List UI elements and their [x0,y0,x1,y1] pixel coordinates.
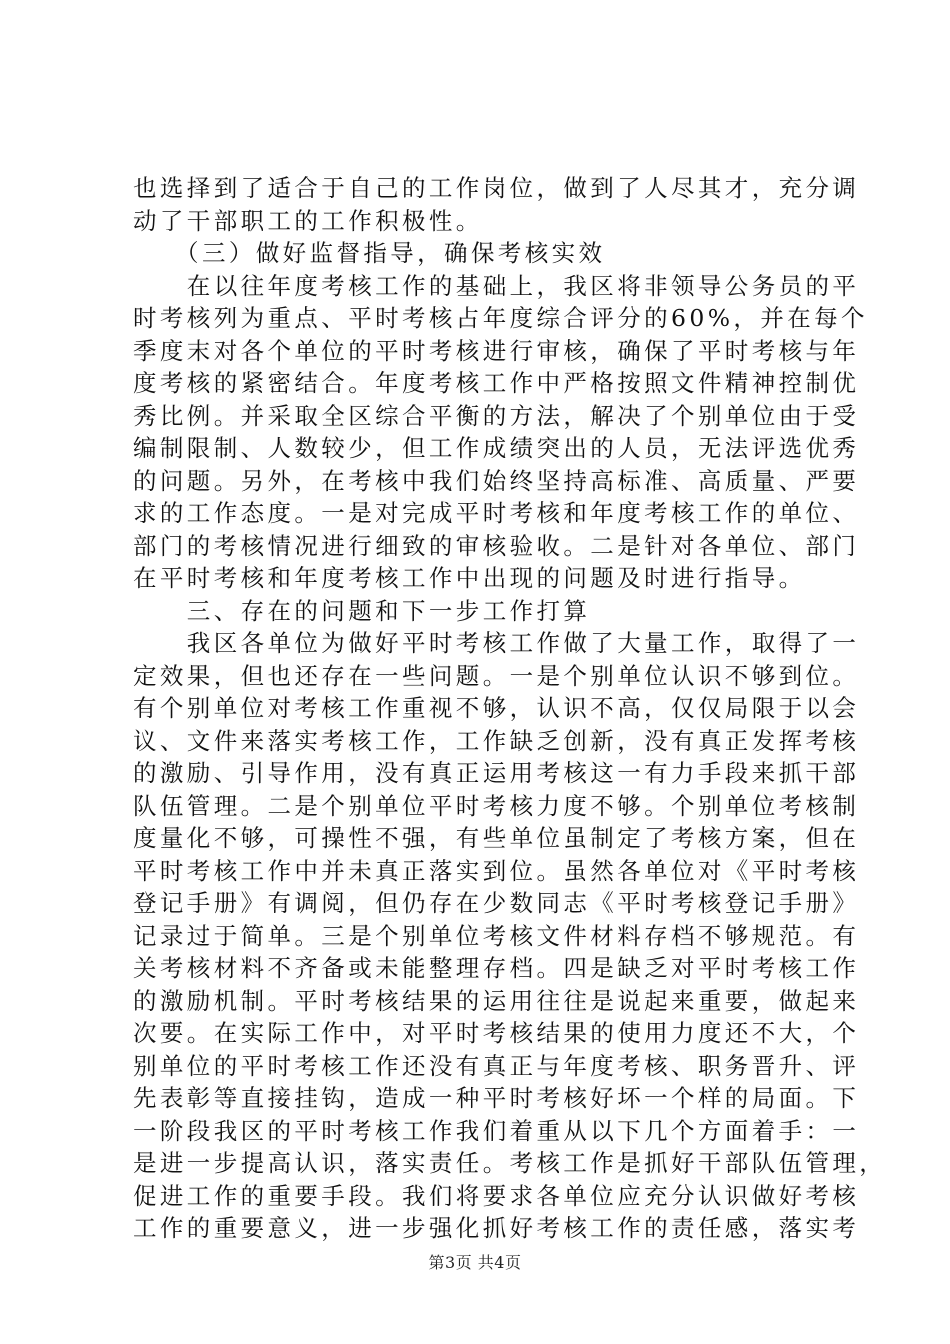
text-line: 时考核列为重点、平时考核占年度综合评分的60%，并在每个 [133,304,868,332]
text-line: 促进工作的重要手段。我们将要求各单位应充分认识做好考核 [133,1181,860,1210]
text-line: 三、存在的问题和下一步工作打算 [133,596,591,625]
text-line: 工作的重要意义，进一步强化抓好考核工作的责任感，落实考 [133,1214,860,1242]
text-line: 一阶段我区的平时考核工作我们着重从以下几个方面着手：一 [133,1116,860,1145]
text-line: 季度末对各个单位的平时考核进行审核，确保了平时考核与年 [133,336,860,365]
text-line: 在平时考核和年度考核工作中出现的问题及时进行指导。 [133,564,806,592]
text-line: 度量化不够，可操性不强，有些单位虽制定了考核方案，但在 [133,824,860,852]
text-line: 有个别单位对考核工作重视不够，认识不高，仅仅局限于以会 [133,694,860,722]
text-line: 求的工作态度。一是对完成平时考核和年度考核工作的单位、 [133,499,860,527]
text-line: 别单位的平时考核工作还没有真正与年度考核、职务晋升、评 [133,1051,860,1080]
text-line: 我区各单位为做好平时考核工作做了大量工作，取得了一 [133,629,860,657]
text-line: 动了干部职工的工作积极性。 [133,206,483,235]
text-line: 的问题。另外，在考核中我们始终坚持高标准、高质量、严要 [133,466,860,495]
text-line: 次要。在实际工作中，对平时考核结果的使用力度还不大，个 [133,1019,860,1047]
text-line: 的激励机制。平时考核结果的运用往往是说起来重要，做起来 [133,986,860,1015]
text-line: 议、文件来落实考核工作，工作缺乏创新，没有真正发挥考核 [133,726,860,755]
text-line: 登记手册》有调阅，但仍存在少数同志《平时考核登记手册》 [133,889,860,917]
text-line: （三）做好监督指导，确保考核实效 [133,239,606,267]
text-line: 秀比例。并采取全区综合平衡的方法，解决了个别单位由于受 [133,401,860,430]
text-line: 也选择到了适合于自己的工作岗位，做到了人尽其才，充分调 [133,174,860,202]
text-line: 度考核的紧密结合。年度考核工作中严格按照文件精神控制优 [133,369,860,397]
document-body [133,172,887,1245]
text-line: 部门的考核情况进行细致的审核验收。二是针对各单位、部门 [133,531,860,560]
text-line: 编制限制、人数较少，但工作成绩突出的人员，无法评选优秀 [133,434,860,462]
text-line: 关考核材料不齐备或未能整理存档。四是缺乏对平时考核工作 [133,954,860,982]
text-line: 在以往年度考核工作的基础上，我区将非领导公务员的平 [133,271,860,300]
text-line: 定效果，但也还存在一些问题。一是个别单位认识不够到位。 [133,661,860,690]
text-line: 是进一步提高认识，落实责任。考核工作是抓好干部队伍管理， [133,1149,887,1177]
text-line: 的激励、引导作用，没有真正运用考核这一有力手段来抓干部 [133,759,860,787]
page-footer: 第3页 共4页 [428,1253,522,1272]
text-line: 平时考核工作中并未真正落实到位。虽然各单位对《平时考核 [133,856,860,885]
text-line: 先表彰等直接挂钩，造成一种平时考核好坏一个样的局面。下 [133,1084,860,1112]
text-line: 队伍管理。二是个别单位平时考核力度不够。个别单位考核制 [133,791,860,820]
text-line: 记录过于简单。三是个别单位考核文件材料存档不够规范。有 [133,921,860,950]
